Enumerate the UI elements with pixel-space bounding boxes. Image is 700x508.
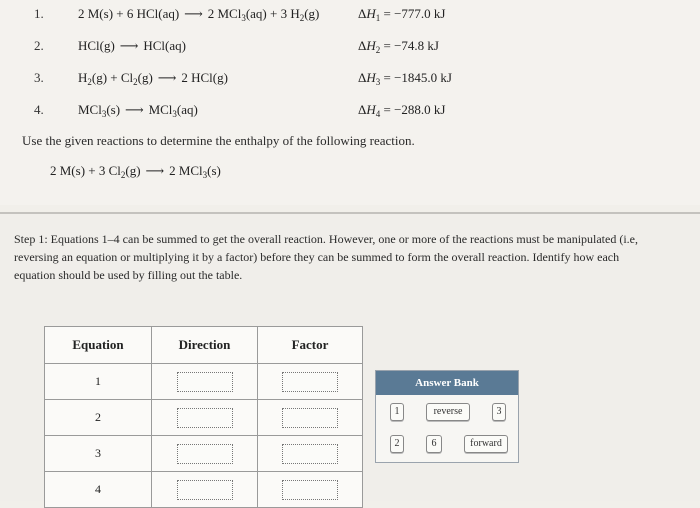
target-reaction: 2 M(s) + 3 $Cl_2(g)$ ⟶ 2 MCl$_3$(s) bbox=[50, 163, 221, 180]
reaction-4-equation: MCl$_3$(s) ⟶ MCl$_3$(aq) bbox=[78, 102, 198, 119]
table-row bbox=[45, 472, 363, 508]
enthalpy-value: = −288.0 kJ bbox=[383, 102, 446, 117]
direction-cell bbox=[152, 364, 258, 400]
factor-drop-target[interactable] bbox=[282, 480, 338, 500]
reaction-2-enthalpy: $\Delta H_2 = -74.8$ kJ bbox=[358, 38, 439, 55]
equation-number: 3 bbox=[45, 436, 152, 472]
header-factor: Factor bbox=[258, 327, 363, 364]
manipulation-table bbox=[44, 326, 363, 508]
reaction-3-equation: $H_2(g) + Cl_2(g)$ ⟶ 2 HCl(g) bbox=[78, 70, 228, 87]
answer-bank-title: Answer Bank bbox=[376, 371, 518, 395]
direction-cell bbox=[152, 472, 258, 508]
reaction-number: 3. bbox=[34, 70, 44, 85]
reaction-2-equation: HCl(g) ⟶ HCl(aq) bbox=[78, 38, 186, 53]
reaction-number: 4. bbox=[34, 102, 44, 117]
equation-number: 2 bbox=[45, 400, 152, 436]
direction-drop-target[interactable] bbox=[177, 408, 233, 428]
step-1-text: Step 1: Equations 1–4 can be summed to get the overall reaction. However, one or more of the reactions must be manipulated (i.e, reversing an equation or multiplying it by a factor) before they can be summed to form the overall reaction. Identify how each equation should be used by filling out the table. bbox=[14, 232, 638, 282]
reaction-3-enthalpy: $\Delta H_3 = -1845.0$ kJ bbox=[358, 70, 452, 87]
enthalpy-value: = −1845.0 kJ bbox=[383, 70, 452, 85]
reaction-4-enthalpy: $\Delta H_4 = -288.0$ kJ bbox=[358, 102, 446, 119]
factor-cell bbox=[258, 472, 363, 508]
factor-cell bbox=[258, 400, 363, 436]
reaction-number: 2. bbox=[34, 38, 44, 53]
factor-drop-target[interactable] bbox=[282, 444, 338, 464]
factor-cell bbox=[258, 436, 363, 472]
enthalpy-value: = −74.8 kJ bbox=[383, 38, 439, 53]
chip-1[interactable]: 1 bbox=[390, 403, 404, 421]
direction-cell bbox=[152, 400, 258, 436]
direction-drop-target[interactable] bbox=[177, 444, 233, 464]
factor-cell bbox=[258, 364, 363, 400]
factor-drop-target[interactable] bbox=[282, 408, 338, 428]
header-direction: Direction bbox=[152, 327, 258, 364]
direction-drop-target[interactable] bbox=[177, 372, 233, 392]
instruction-text: Use the given reactions to determine the enthalpy of the following reaction. bbox=[22, 133, 415, 148]
factor-drop-target[interactable] bbox=[282, 372, 338, 392]
chip-forward[interactable]: forward bbox=[464, 435, 508, 453]
equation-number: 4 bbox=[45, 472, 152, 508]
direction-drop-target[interactable] bbox=[177, 480, 233, 500]
reaction-1-enthalpy: $\Delta H_1 = -777.0$ kJ bbox=[358, 6, 446, 23]
table-row bbox=[45, 436, 363, 472]
chip-2[interactable]: 2 bbox=[390, 435, 404, 453]
equation-number: 1 bbox=[45, 364, 152, 400]
chip-reverse[interactable]: reverse bbox=[426, 403, 470, 421]
answer-bank bbox=[375, 370, 519, 463]
table-row bbox=[45, 400, 363, 436]
reaction-number: 1. bbox=[34, 6, 44, 21]
direction-cell bbox=[152, 436, 258, 472]
chip-3[interactable]: 3 bbox=[492, 403, 506, 421]
table-row bbox=[45, 364, 363, 400]
chip-6[interactable]: 6 bbox=[426, 435, 442, 453]
header-equation: Equation bbox=[45, 327, 152, 364]
reaction-1-equation: 2 M(s) + 6 HCl(aq) ⟶ 2 MCl$_3$(aq) + 3 $H_2(g)$ bbox=[78, 6, 320, 23]
enthalpy-value: = −777.0 kJ bbox=[383, 6, 446, 21]
